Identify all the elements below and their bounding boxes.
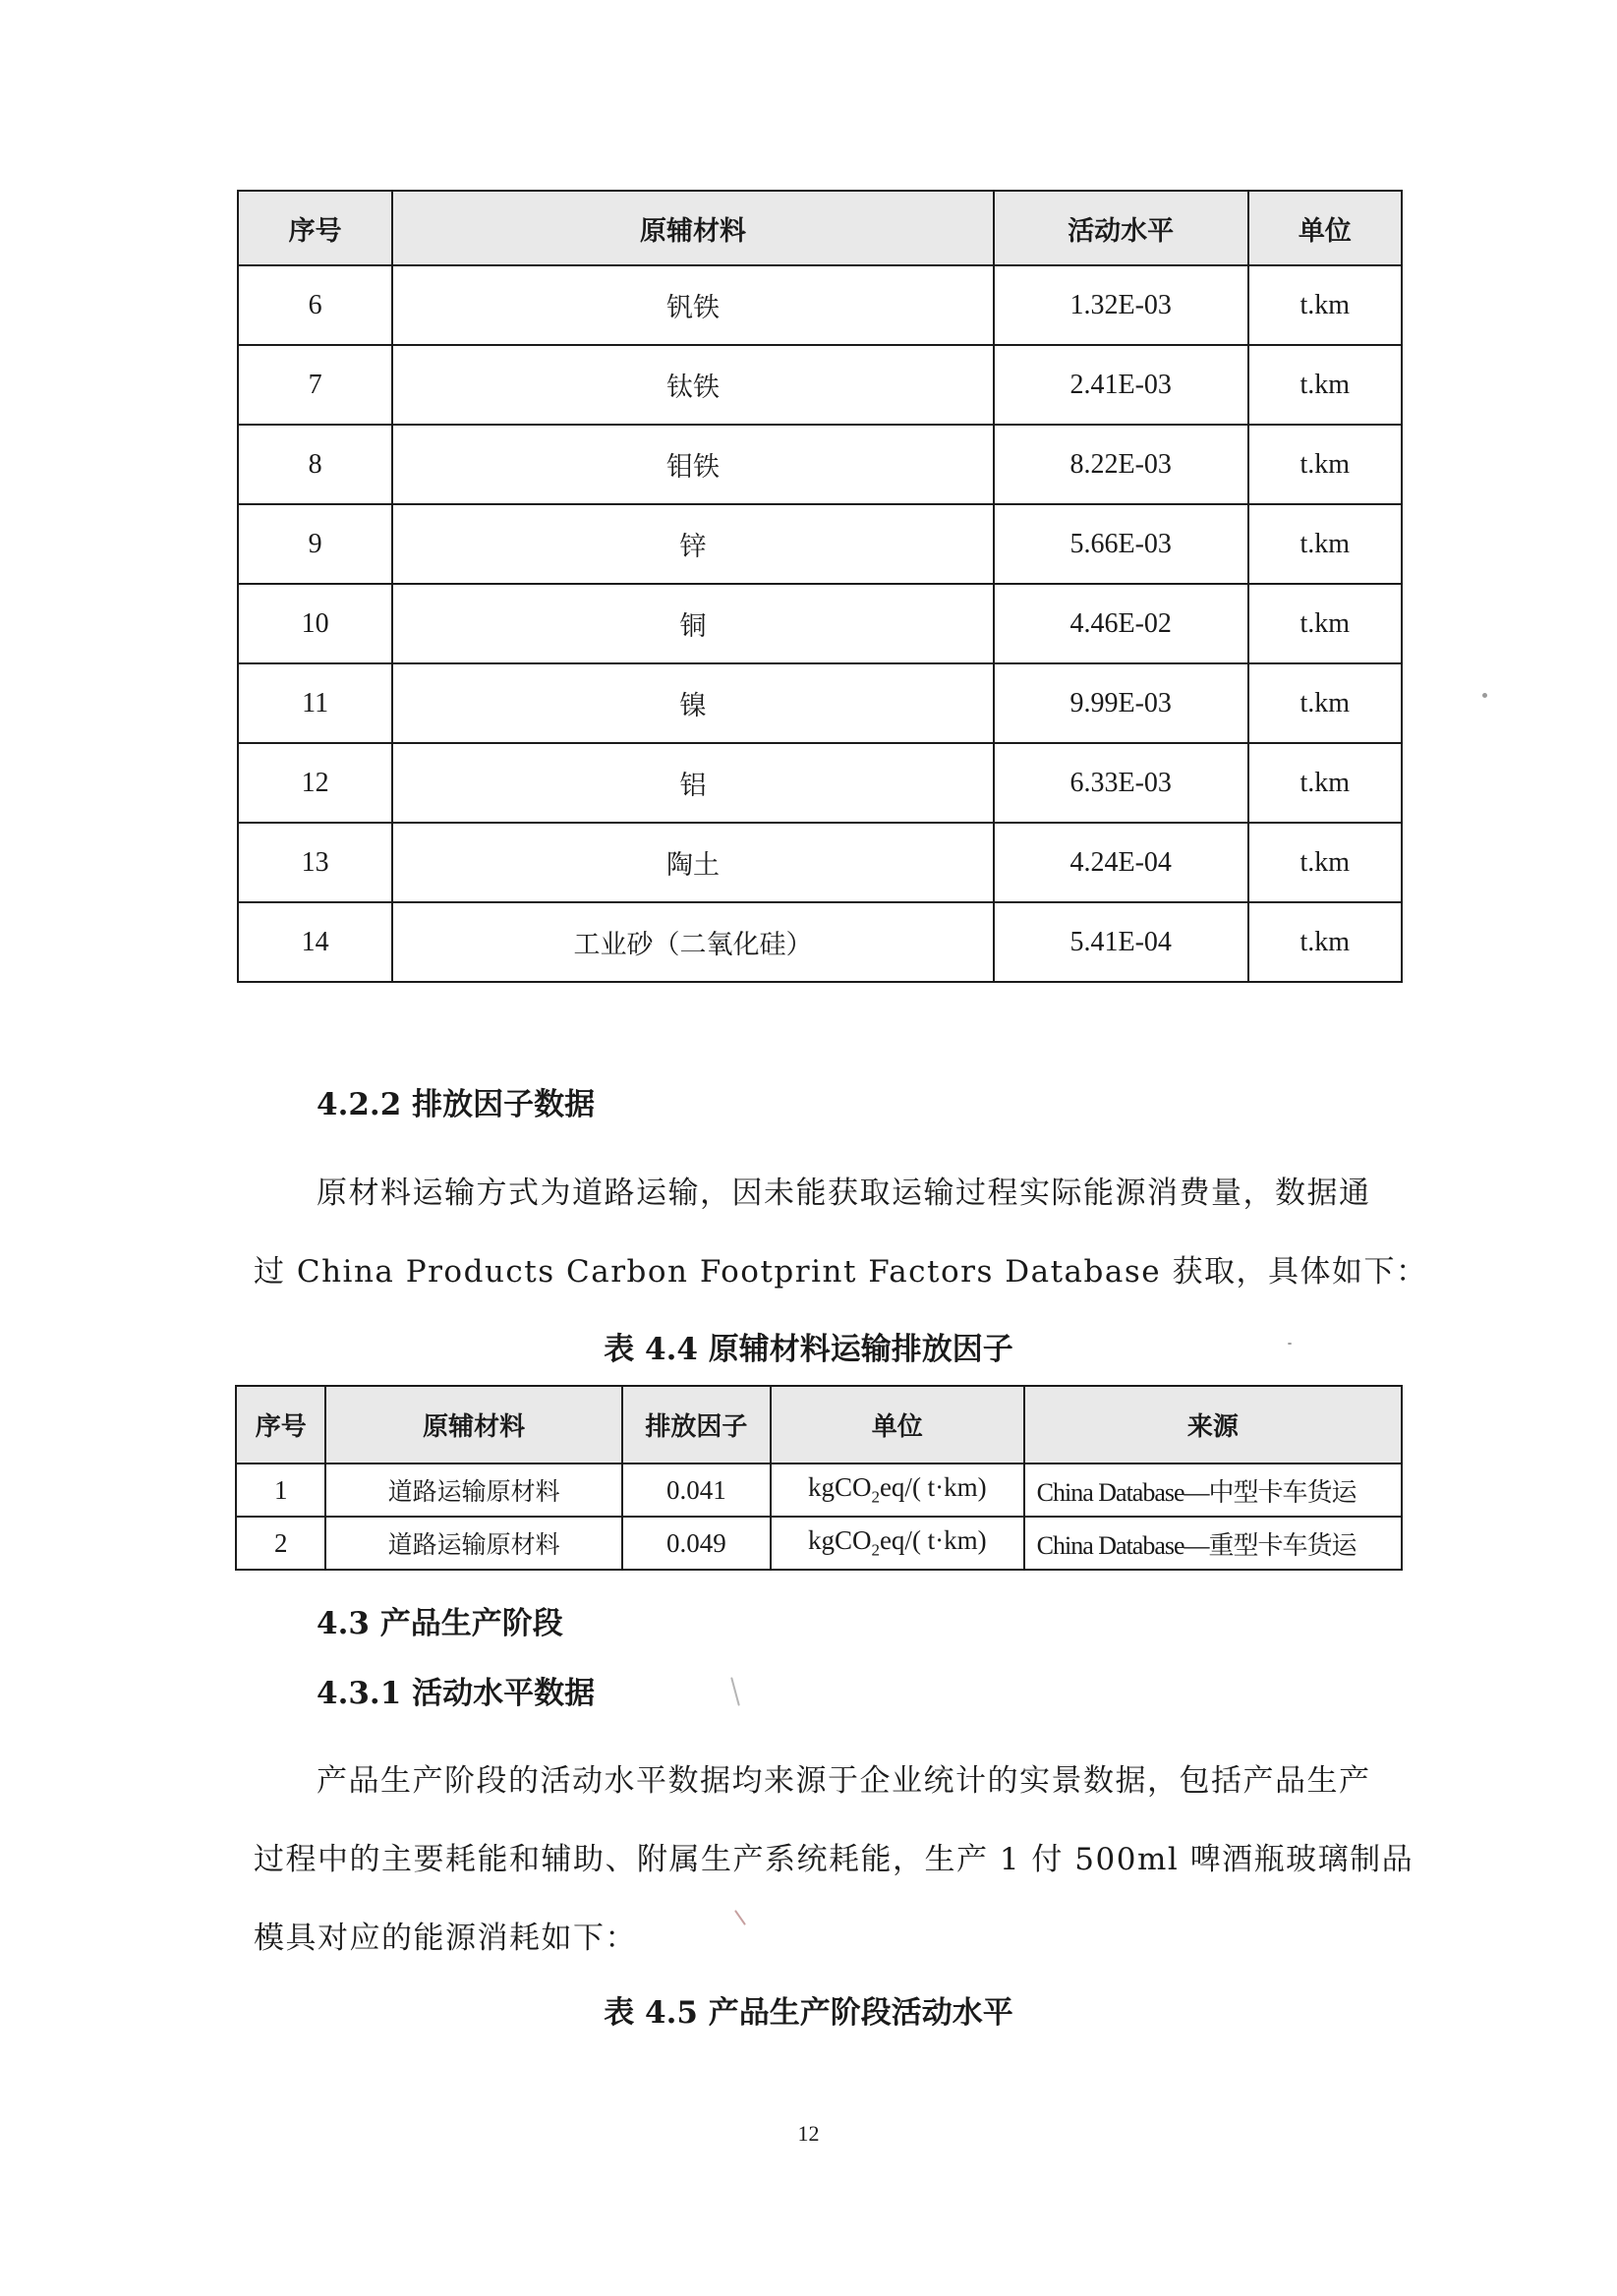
cell-seq: 8 bbox=[238, 425, 392, 504]
cell-unit: t.km bbox=[1248, 265, 1402, 345]
cell-seq: 14 bbox=[238, 902, 392, 982]
cell-material: 镍 bbox=[392, 663, 994, 743]
cell-emission-factor: 0.041 bbox=[622, 1464, 771, 1517]
cell-unit: t.km bbox=[1248, 743, 1402, 823]
scan-speck bbox=[1482, 693, 1487, 698]
cell-activity-level: 4.24E-04 bbox=[994, 823, 1248, 902]
raw-material-transport-activity-table bbox=[237, 190, 1403, 983]
table-row bbox=[238, 823, 1402, 902]
cell-activity-level: 2.41E-03 bbox=[994, 345, 1248, 425]
header-material: 原辅材料 bbox=[325, 1386, 621, 1464]
cell-activity-level: 9.99E-03 bbox=[994, 663, 1248, 743]
cell-material: 钒铁 bbox=[392, 265, 994, 345]
cell-seq: 7 bbox=[238, 345, 392, 425]
header-material: 原辅材料 bbox=[392, 191, 994, 265]
table-row bbox=[238, 504, 1402, 584]
cell-material: 道路运输原材料 bbox=[325, 1517, 621, 1570]
unit-subscript: 2 bbox=[871, 1540, 880, 1560]
table-caption-4-5: 表 4.5 产品生产阶段活动水平 bbox=[604, 1995, 1013, 2031]
cell-material: 锌 bbox=[392, 504, 994, 584]
cell-unit: t.km bbox=[1248, 902, 1402, 982]
header-activity-level: 活动水平 bbox=[994, 191, 1248, 265]
page-number: 12 bbox=[797, 2121, 820, 2146]
cell-unit bbox=[771, 1464, 1024, 1517]
cell-material: 陶土 bbox=[392, 823, 994, 902]
unit-prefix: kgCO bbox=[807, 1472, 872, 1503]
header-source: 来源 bbox=[1024, 1386, 1402, 1464]
unit-suffix: eq/( t·km) bbox=[879, 1525, 987, 1556]
table-row bbox=[238, 345, 1402, 425]
cell-unit: t.km bbox=[1248, 823, 1402, 902]
cell-unit: t.km bbox=[1248, 663, 1402, 743]
table-row bbox=[238, 265, 1402, 345]
cell-seq: 2 bbox=[236, 1517, 325, 1570]
header-unit: 单位 bbox=[1248, 191, 1402, 265]
section-heading-4-2-2: 4.2.2 排放因子数据 bbox=[317, 1087, 596, 1122]
cell-material: 铝 bbox=[392, 743, 994, 823]
cell-unit: t.km bbox=[1248, 345, 1402, 425]
header-emission-factor: 排放因子 bbox=[622, 1386, 771, 1464]
header-seq: 序号 bbox=[238, 191, 392, 265]
table-header-row bbox=[238, 191, 1402, 265]
paragraph-line: 产品生产阶段的活动水平数据均来源于企业统计的实景数据，包括产品生产 bbox=[317, 1763, 1371, 1799]
cell-seq: 11 bbox=[238, 663, 392, 743]
cell-seq: 6 bbox=[238, 265, 392, 345]
table-row bbox=[238, 425, 1402, 504]
paragraph-line: 原材料运输方式为道路运输，因未能获取运输过程实际能源消费量，数据通 bbox=[317, 1176, 1371, 1211]
table-row bbox=[238, 584, 1402, 663]
cell-unit: t.km bbox=[1248, 504, 1402, 584]
cell-unit bbox=[771, 1517, 1024, 1570]
cell-unit: t.km bbox=[1248, 584, 1402, 663]
cell-activity-level: 5.66E-03 bbox=[994, 504, 1248, 584]
scan-speck bbox=[1288, 1343, 1292, 1345]
unit-subscript: 2 bbox=[871, 1487, 880, 1507]
section-heading-4-3-1: 4.3.1 活动水平数据 bbox=[317, 1676, 596, 1711]
cell-activity-level: 4.46E-02 bbox=[994, 584, 1248, 663]
cell-seq: 12 bbox=[238, 743, 392, 823]
cell-activity-level: 5.41E-04 bbox=[994, 902, 1248, 982]
header-seq: 序号 bbox=[236, 1386, 325, 1464]
paragraph-line: 模具对应的能源消耗如下： bbox=[254, 1921, 637, 1956]
transport-emission-factor-table bbox=[235, 1385, 1403, 1571]
cell-material: 道路运输原材料 bbox=[325, 1464, 621, 1517]
cell-seq: 10 bbox=[238, 584, 392, 663]
cell-material: 钼铁 bbox=[392, 425, 994, 504]
cell-material: 铜 bbox=[392, 584, 994, 663]
cell-material: 工业砂（二氧化硅） bbox=[392, 902, 994, 982]
scan-speck bbox=[730, 1677, 740, 1705]
table-row bbox=[238, 663, 1402, 743]
cell-seq: 9 bbox=[238, 504, 392, 584]
cell-seq: 13 bbox=[238, 823, 392, 902]
table-row bbox=[238, 902, 1402, 982]
table-row bbox=[236, 1464, 1402, 1517]
cell-source: China Database—重型卡车货运 bbox=[1024, 1517, 1402, 1570]
table-caption-4-4: 表 4.4 原辅材料运输排放因子 bbox=[604, 1332, 1013, 1367]
unit-prefix: kgCO bbox=[807, 1525, 872, 1556]
cell-activity-level: 8.22E-03 bbox=[994, 425, 1248, 504]
unit-suffix: eq/( t·km) bbox=[879, 1472, 987, 1503]
cell-source: China Database—中型卡车货运 bbox=[1024, 1464, 1402, 1517]
section-heading-4-3: 4.3 产品生产阶段 bbox=[317, 1606, 563, 1641]
cell-emission-factor: 0.049 bbox=[622, 1517, 771, 1570]
table-header-row bbox=[236, 1386, 1402, 1464]
paragraph-line: 过 China Products Carbon Footprint Factors Database 获取，具体如下： bbox=[254, 1254, 1428, 1290]
table-row bbox=[236, 1517, 1402, 1570]
header-unit: 单位 bbox=[771, 1386, 1024, 1464]
cell-unit: t.km bbox=[1248, 425, 1402, 504]
cell-activity-level: 6.33E-03 bbox=[994, 743, 1248, 823]
paragraph-line: 过程中的主要耗能和辅助、附属生产系统耗能，生产 1 付 500ml 啤酒瓶玻璃制品 bbox=[254, 1842, 1415, 1877]
scan-speck bbox=[734, 1910, 746, 1925]
table-row bbox=[238, 743, 1402, 823]
cell-activity-level: 1.32E-03 bbox=[994, 265, 1248, 345]
cell-seq: 1 bbox=[236, 1464, 325, 1517]
cell-material: 钛铁 bbox=[392, 345, 994, 425]
